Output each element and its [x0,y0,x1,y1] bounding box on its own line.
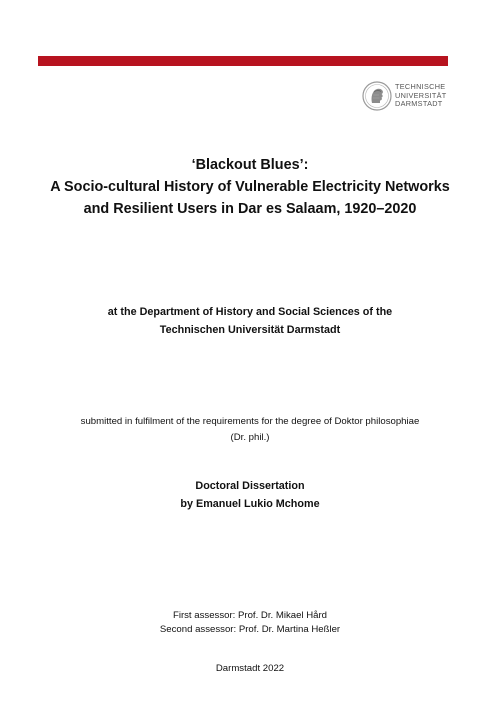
title-line-3: and Resilient Users in Dar es Salaam, 1920–2020 [83,201,417,217]
submission-statement [0,414,500,446]
place-date: Darmstadt 2022 [215,663,285,674]
department-line-1: at the Department of History and Social Sciences of the [107,306,393,318]
department-line-2: Technischen Universität Darmstadt [159,324,341,336]
author-name: by Emanuel Lukio Mchome [180,498,320,510]
dissertation-title [0,154,500,220]
title-line-1: ‘Blackout Blues’: [191,157,309,173]
title-line-2: A Socio-cultural History of Vulnerable Electricity Networks [50,179,450,195]
athena-head-seal-icon [362,80,392,112]
submission-line-1: submitted in fulfilment of the requirements for the degree of Doktor philosophiae [80,416,420,427]
university-name [395,83,447,109]
dissertation-info [0,477,500,513]
logo-line-3: DARMSTADT [395,99,443,109]
department-statement [0,303,500,339]
logo-line-2: UNIVERSITÄT [395,90,447,100]
submission-line-2: (Dr. phil.) [230,432,270,443]
first-assessor: First assessor: Prof. Dr. Mikael Hård [172,610,328,621]
assessors [0,609,500,637]
top-red-rule [38,56,448,66]
second-assessor: Second assessor: Prof. Dr. Martina Heßler [159,624,341,635]
dissertation-type: Doctoral Dissertation [195,480,305,492]
university-logo [362,80,454,116]
logo-line-1: TECHNISCHE [395,82,446,91]
